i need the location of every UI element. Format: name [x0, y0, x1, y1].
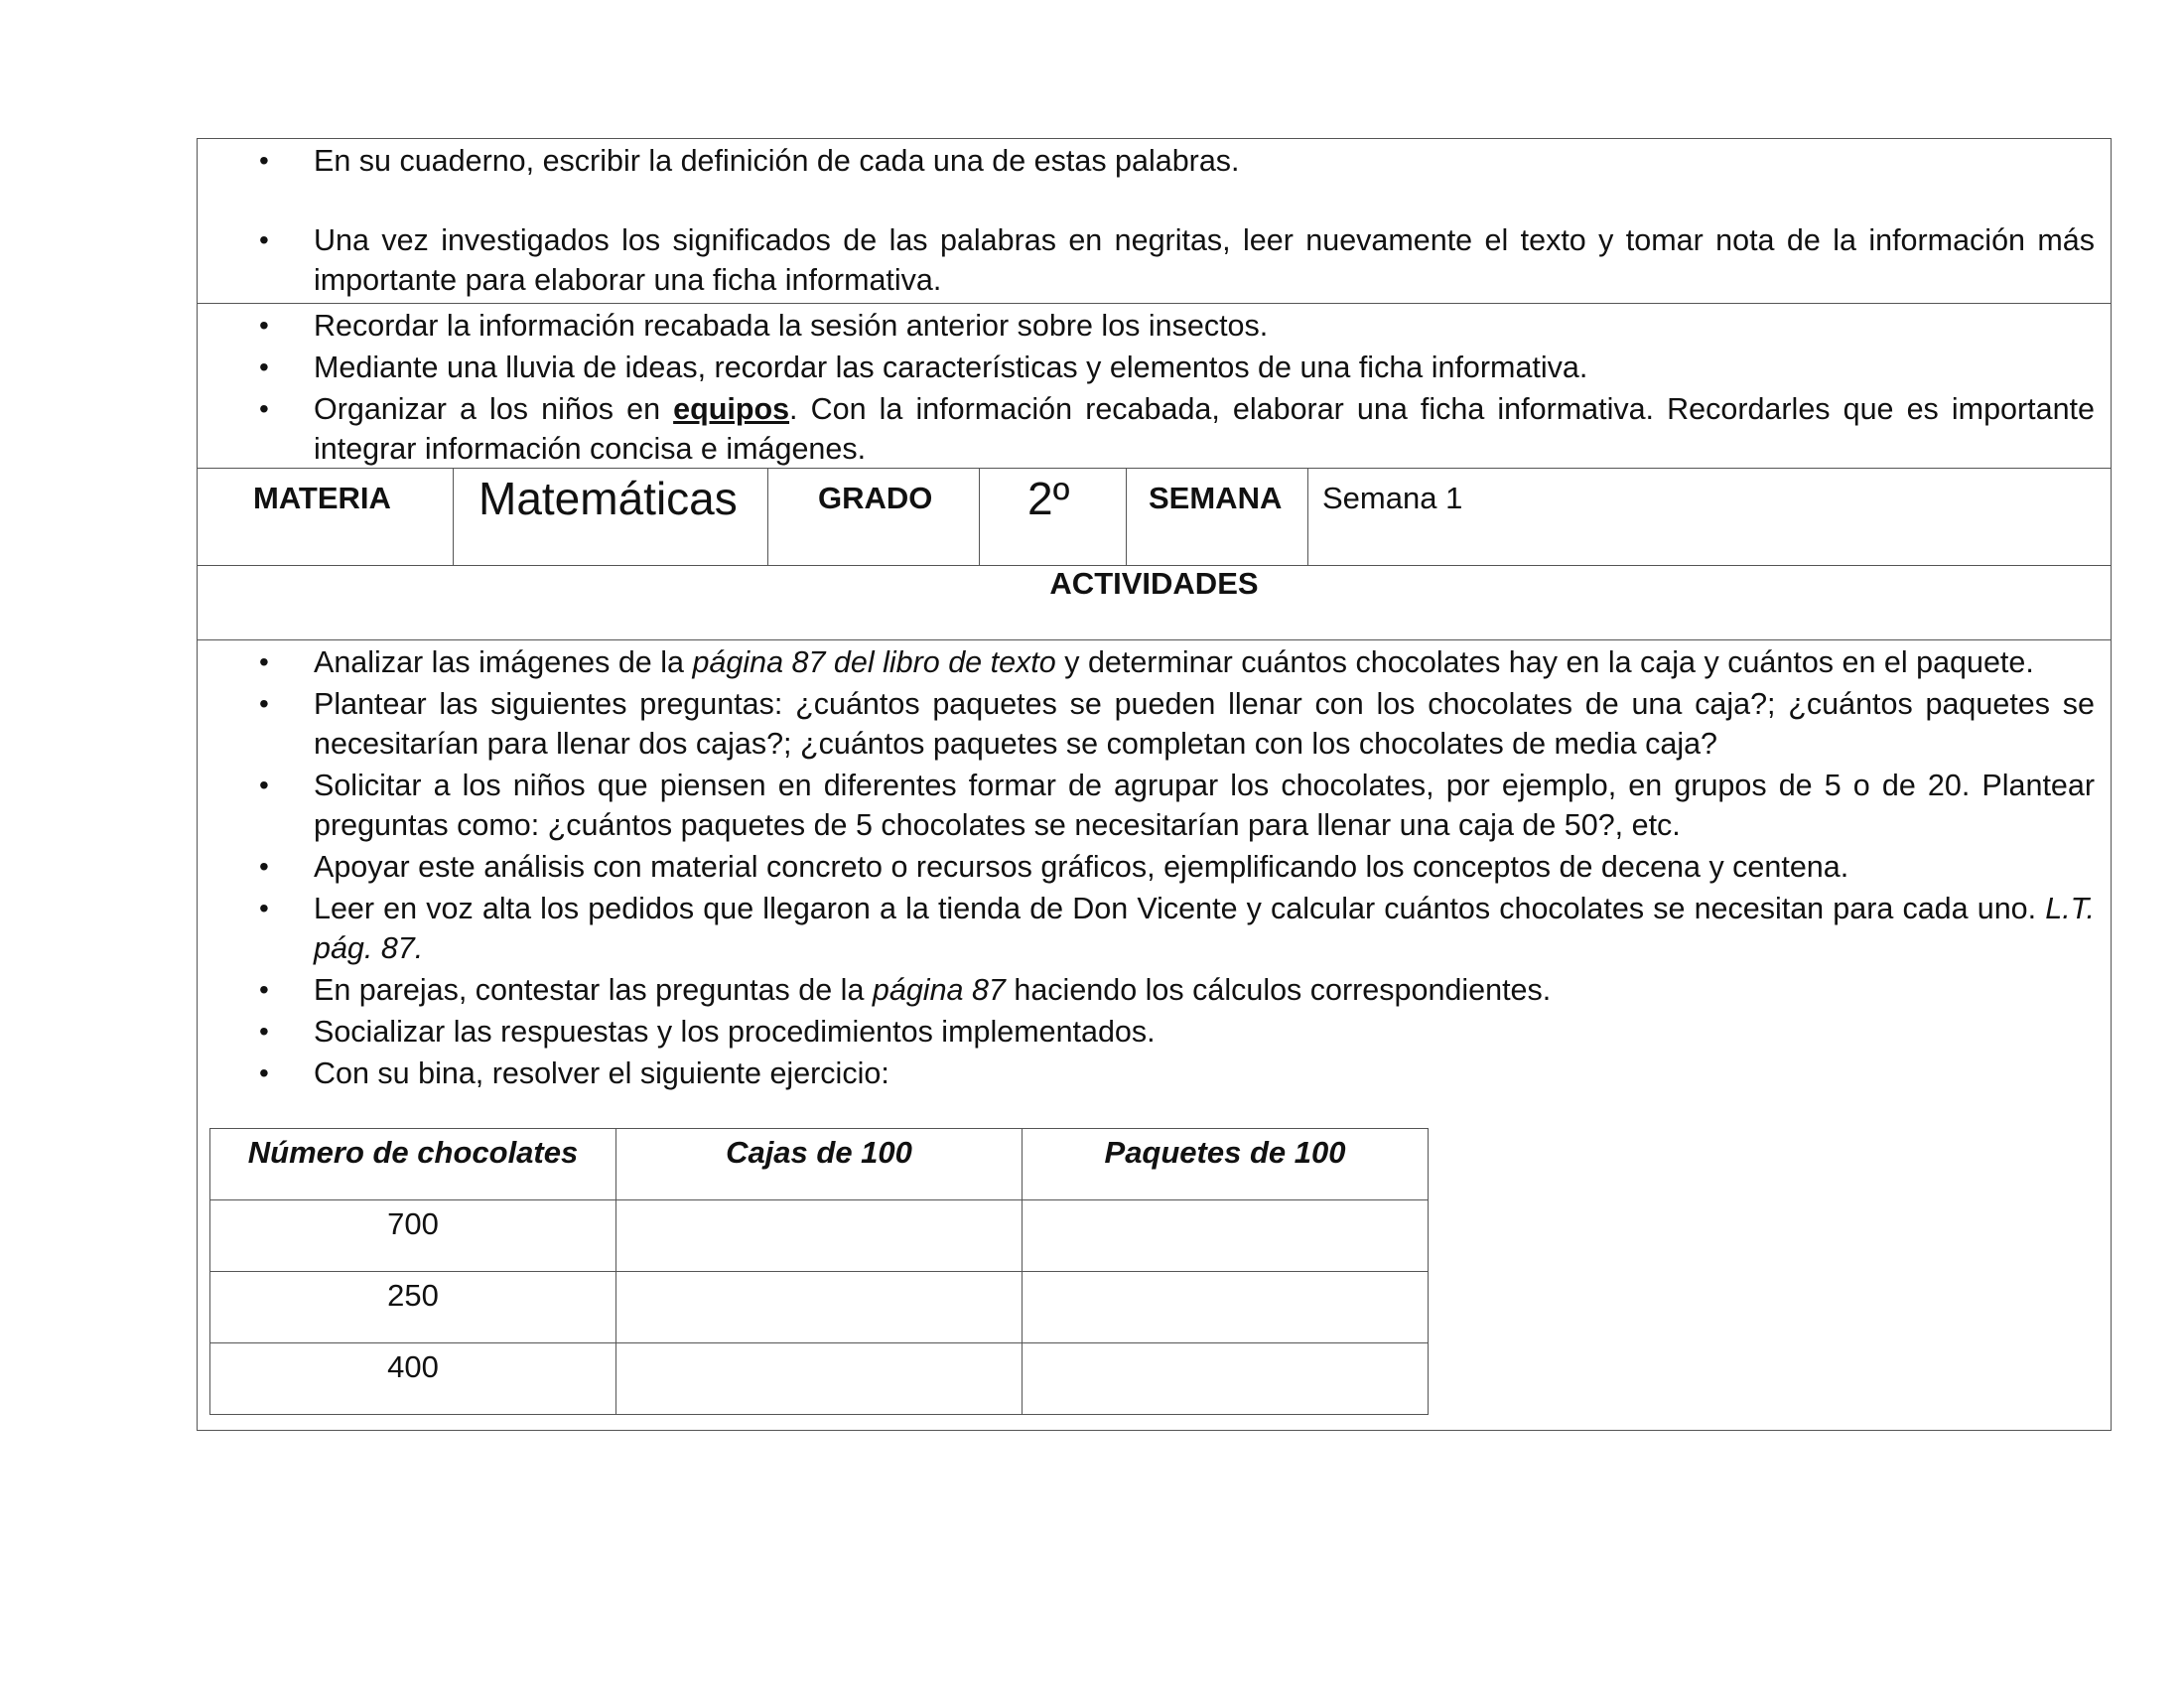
- bullet-text: . Con la información recabada, elaborar una ficha informativa. Recordarles que es importante integrar información concisa e imágenes.: [314, 392, 2095, 466]
- grado-value: 2º: [1027, 473, 1070, 524]
- activities-header-row: [198, 566, 2111, 640]
- subject-header-row: [198, 469, 2111, 566]
- semana-value-cell: [1308, 469, 2111, 565]
- materia-label: MATERIA: [253, 481, 391, 515]
- list-item: • Socializar las respuestas y los procedimientos implementados.: [198, 1012, 2111, 1052]
- table-cell: 700: [210, 1200, 616, 1272]
- table-cell-empty: [1023, 1272, 1429, 1343]
- table-row: [210, 1343, 1429, 1415]
- bullet-list: [198, 306, 2111, 469]
- table-cell-empty: [1023, 1343, 1429, 1415]
- table-cell: 250: [210, 1272, 616, 1343]
- list-item: • Plantear las siguientes preguntas: ¿cuántos paquetes se pueden llenar con los chocolates de una caja?; ¿cuántos paquetes se necesitarían para llenar dos cajas?; ¿cuántos paquetes se completan con los chocolates de media caja?: [198, 684, 2111, 764]
- italic-ref: página 87 del libro de texto: [692, 645, 1056, 679]
- exercise-table: [209, 1128, 1429, 1415]
- table-cell: 400: [210, 1343, 616, 1415]
- table-row: [210, 1272, 1429, 1343]
- bold-word: equipos: [673, 392, 790, 426]
- table-cell-empty: [616, 1343, 1023, 1415]
- bullet-text: Organizar a los niños en: [314, 392, 674, 426]
- table-cell-empty: [616, 1200, 1023, 1272]
- semana-value: Semana 1: [1322, 481, 1463, 515]
- column-header: Número de chocolates: [210, 1129, 616, 1200]
- materia-value: Matemáticas: [478, 473, 738, 524]
- list-item: • Apoyar este análisis con material concreto o recursos gráficos, ejemplificando los conceptos de decena y centena.: [198, 847, 2111, 887]
- list-item: [198, 642, 2111, 682]
- activities-list: [198, 642, 2111, 1093]
- table-cell-empty: [616, 1272, 1023, 1343]
- activities-title: ACTIVIDADES: [1049, 566, 1259, 601]
- bullet-text: haciendo los cálculos correspondientes.: [1005, 973, 1552, 1007]
- semana-label-cell: [1127, 469, 1308, 565]
- list-item: • Solicitar a los niños que piensen en diferentes formar de agrupar los chocolates, por ejemplo, en grupos de 5 o de 20. Plantear preguntas como: ¿cuántos paquetes de 5 chocolates se necesitarían para llenar una caja de 50?, etc.: [198, 766, 2111, 845]
- semana-label: SEMANA: [1149, 481, 1283, 515]
- table-header-row: [210, 1129, 1429, 1200]
- list-item: • En su cuaderno, escribir la definición de cada una de estas palabras.: [198, 141, 2111, 181]
- list-item: • Mediante una lluvia de ideas, recordar las características y elementos de una ficha informativa.: [198, 348, 2111, 387]
- section-definitions: [198, 139, 2111, 304]
- bullet-text: En parejas, contestar las preguntas de la: [314, 973, 873, 1007]
- column-header: Cajas de 100: [616, 1129, 1023, 1200]
- column-header: Paquetes de 100: [1023, 1129, 1429, 1200]
- grado-label: GRADO: [818, 481, 933, 515]
- grado-label-cell: [768, 469, 980, 565]
- bullet-list: [198, 141, 2111, 300]
- list-item: • Una vez investigados los significados de las palabras en negritas, leer nuevamente el texto y tomar nota de la información más importante para elaborar una ficha informativa.: [198, 220, 2111, 300]
- bullet-text: Analizar las imágenes de la: [314, 645, 693, 679]
- table-cell-empty: [1023, 1200, 1429, 1272]
- grado-value-cell: [980, 469, 1127, 565]
- bullet-text: y determinar cuántos chocolates hay en la caja y cuántos en el paquete.: [1055, 645, 2034, 679]
- list-item: • Con su bina, resolver el siguiente ejercicio:: [198, 1054, 2111, 1093]
- list-item: [198, 889, 2111, 968]
- list-item: [198, 389, 2111, 469]
- materia-label-cell: [198, 469, 454, 565]
- table-row: [210, 1200, 1429, 1272]
- section-insect-review: [198, 304, 2111, 469]
- materia-value-cell: [454, 469, 768, 565]
- bullet-text: Leer en voz alta los pedidos que llegaron a la tienda de Don Vicente y calcular cuántos chocolates se necesitan para cada uno.: [314, 892, 2046, 925]
- list-item: [198, 970, 2111, 1010]
- list-item: • Recordar la información recabada la sesión anterior sobre los insectos.: [198, 306, 2111, 346]
- italic-ref: L.T. pág. 87.: [314, 892, 2095, 965]
- italic-ref: página 87: [872, 973, 1006, 1007]
